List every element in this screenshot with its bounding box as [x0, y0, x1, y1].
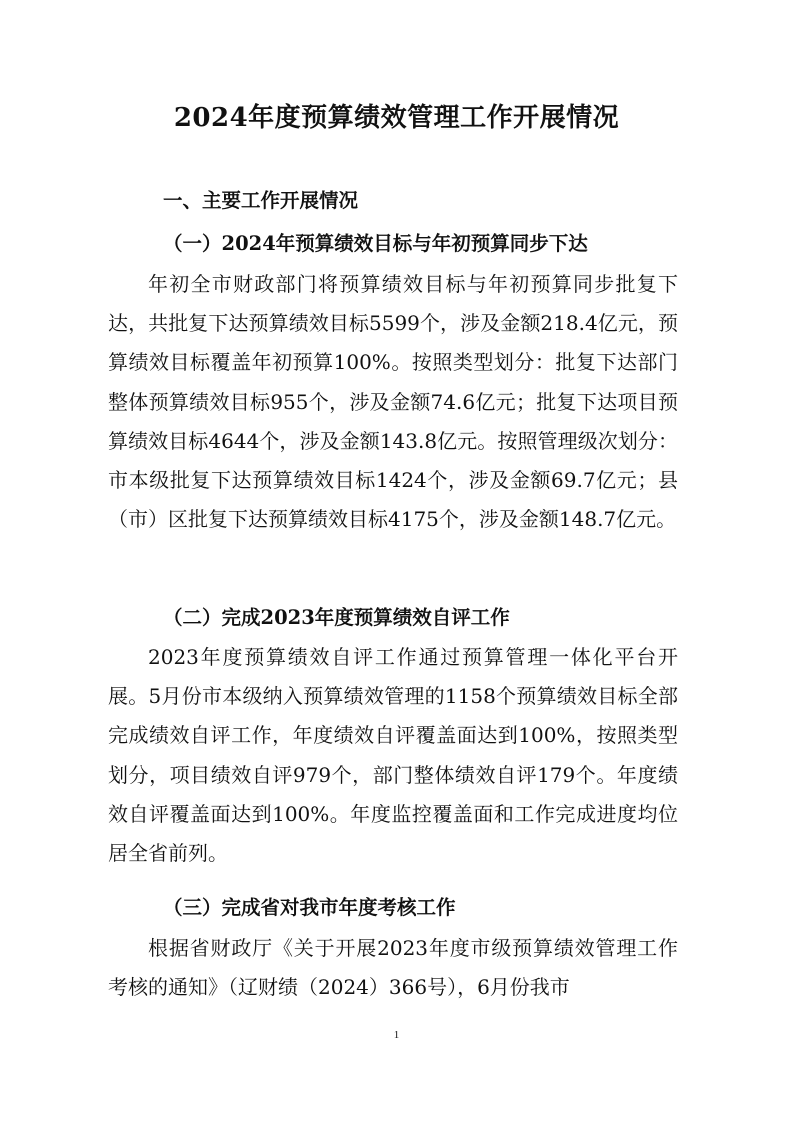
page-number: 1: [393, 1029, 400, 1041]
document-title: 2024年度预算绩效管理工作开展情况: [173, 103, 620, 133]
subsection-heading-1: （一）2024年预算绩效目标与年初预算同步下达: [163, 232, 588, 255]
subsection-body-3: 根据省财政厅《关于开展2023年度市级预算绩效管理工作考核的通知》（辽财绩（2024）366号），6月份我市: [108, 936, 678, 1000]
section-heading: 一、主要工作开展情况: [163, 189, 359, 212]
subsection-heading-2: （二）完成2023年度预算绩效自评工作: [163, 606, 510, 629]
subsection-body-2: 2023年度预算绩效自评工作通过预算管理一体化平台开展。5月份市本级纳入预算绩效管理的1158个预算绩效目标全部完成绩效自评工作，年度绩效自评覆盖面达到100%，按照类型划分，项目绩效自评979个，部门整体绩效自评179个。年度绩效自评覆盖面达到100%。年度监控覆盖面和工作完成进度均位居全省前列。: [108, 645, 678, 866]
subsection-body-1: 年初全市财政部门将预算绩效目标与年初预算同步批复下达，共批复下达预算绩效目标5599个，涉及金额218.4亿元，预算绩效目标覆盖年初预算100%。按照类型划分：批复下达部门整体预算绩效目标955个，涉及金额74.6亿元；批复下达项目预算绩效目标4644个，涉及金额143.8亿元。按照管理级次划分：市本级批复下达预算绩效目标1424个，涉及金额69.7亿元；县（市）区批复下达预算绩效目标4175个，涉及金额148.7亿元。: [108, 272, 678, 532]
subsection-heading-3: （三）完成省对我市年度考核工作: [163, 896, 456, 919]
